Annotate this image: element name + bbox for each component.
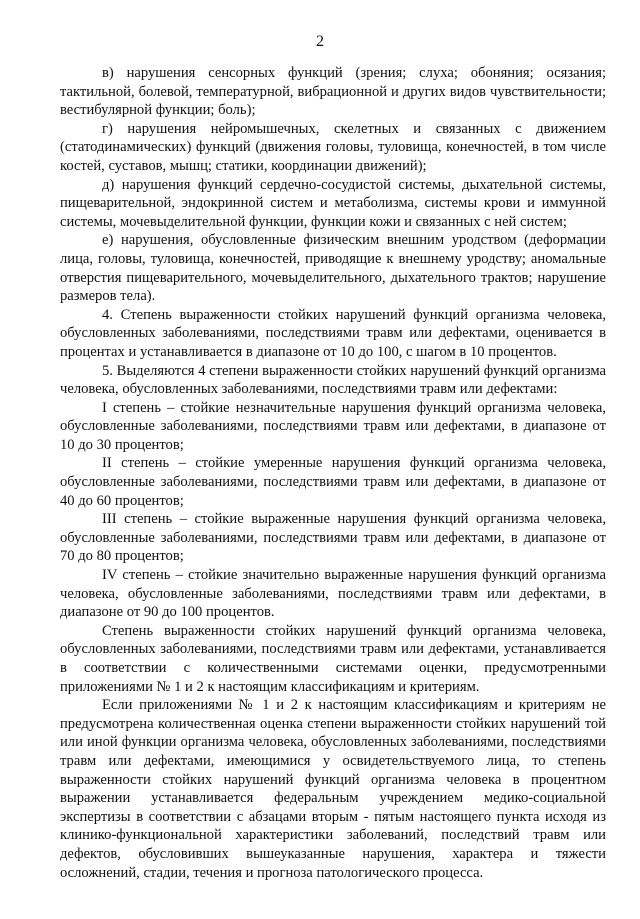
paragraph-item-v-sensory: в) нарушения сенсорных функций (зрения; слуха; обоняния; осязания; тактильной, болевой, температурной, вибрационной и других видов чувствительности; вестибулярной функции; боль); (60, 65, 606, 119)
paragraph-item-g-neuromuscular: г) нарушения нейромышечных, скелетных и связанных с движением (статодинамических) функций (движения головы, туловища, конечностей, в том числе костей, суставов, мышц; статики, координации движений); (60, 120, 606, 174)
document-body (60, 64, 606, 882)
page-number: 2 (316, 33, 324, 50)
paragraph-no-quantitative-assessment: Если приложениями № 1 и 2 к настоящим классификациям и критериям не предусмотрена количественная оценка степени выраженности стойких нарушений той или иной функции организма человека, обусловленных заболеваниями, последствиями травм или дефектами, имеющимися у освидетельствуемого лица, то степень выраженности стойких нарушений функций организма человека в процентном выражении устанавливается федеральным учреждением медико-социальной экспертизы в соответствии с абзацами вторым - пятым настоящего пункта исходя из клинико-функциональной характеристики заболеваний, последствий травм или дефектов, обусловивших вышеуказанные нарушения, характера и тяжести осложнений, стадии, течения и прогноза патологического процесса. (60, 697, 606, 881)
paragraph-degree-3: III степень – стойкие выраженные нарушения функций организма человека, обусловленные заболеваниями, последствиями травм или дефектами, в диапазоне от 70 до 80 процентов; (60, 511, 606, 565)
paragraph-degree-1: I степень – стойкие незначительные нарушения функций организма человека, обусловленные заболеваниями, последствиями травм или дефектами, в диапазоне от 10 до 30 процентов; (60, 399, 606, 453)
paragraph-item-d-internal-systems: д) нарушения функций сердечно-сосудистой системы, дыхательной системы, пищеварительной, эндокринной систем и метаболизма, системы крови и иммунной системы, мочевыделительной функции, функции кожи и связанных с ней систем; (60, 176, 606, 230)
paragraph-point-5: 5. Выделяются 4 степени выраженности стойких нарушений функций организма человека, обусловленных заболеваниями, последствиями травм или дефектами: (60, 362, 606, 398)
paragraph-degree-assessment: Степень выраженности стойких нарушений функций организма человека, обусловленных заболеваниями, последствиями травм или дефектами, устанавливается в соответствии с количественными системами оценки, предусмотренными приложениями № 1 и 2 к настоящим классификациям и критериям. (60, 622, 606, 695)
paragraph-item-e-deformity: е) нарушения, обусловленные физическим внешним уродством (деформации лица, головы, туловища, конечностей, приводящие к внешнему уродству; аномальные отверстия пищеварительного, мочевыделительного, дыхательного трактов; нарушение размеров тела). (60, 232, 606, 305)
paragraph-degree-2: II степень – стойкие умеренные нарушения функций организма человека, обусловленные заболеваниями, последствиями травм или дефектами, в диапазоне от 40 до 60 процентов; (60, 455, 606, 509)
paragraph-degree-4: IV степень – стойкие значительно выраженные нарушения функций организма человека, обусловленные заболеваниями, последствиями травм или дефектами, в диапазоне от 90 до 100 процентов. (60, 567, 606, 621)
paragraph-point-4: 4. Степень выраженности стойких нарушений функций организма человека, обусловленных заболеваниями, последствиями травм или дефектами, оценивается в процентах и устанавливается в диапазоне от 10 до 100, с шагом в 10 процентов. (60, 306, 606, 360)
